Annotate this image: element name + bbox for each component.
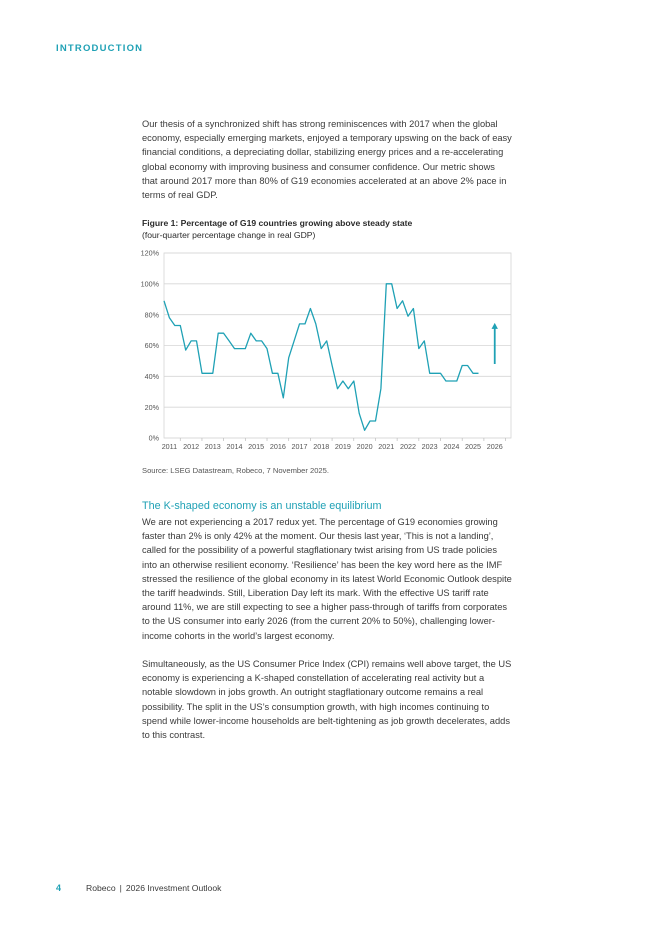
section-heading: The K-shaped economy is an unstable equilibrium: [142, 500, 382, 512]
footer-separator: |: [119, 883, 122, 893]
footer-doc-title: 2026 Investment Outlook: [125, 883, 222, 893]
y-tick-label: 60%: [144, 341, 159, 351]
page-number: 4: [56, 883, 62, 893]
x-tick-label: 2013: [204, 442, 221, 451]
y-tick-label: 100%: [140, 279, 159, 289]
x-tick-label: 2016: [269, 442, 286, 451]
x-tick-label: 2019: [334, 442, 351, 451]
figure-source: Source: LSEG Datastream, Robeco, 7 November 2025.: [142, 466, 329, 475]
x-tick-label: 2024: [443, 442, 460, 451]
y-tick-label: 80%: [144, 310, 159, 320]
y-tick-label: 40%: [144, 371, 159, 381]
x-tick-label: 2020: [356, 442, 373, 451]
section-label: INTRODUCTION: [56, 43, 144, 54]
arrow-head: [492, 323, 498, 329]
chart-series: [164, 284, 479, 431]
series-line: [164, 284, 479, 431]
x-tick-label: 2018: [313, 442, 330, 451]
y-tick-label: 120%: [140, 248, 159, 258]
footer-brand: Robeco: [86, 883, 116, 893]
footer-title: [86, 883, 221, 893]
x-tick-label: 2023: [421, 442, 438, 451]
y-tick-label: 0%: [148, 433, 159, 443]
x-tick-label: 2017: [291, 442, 308, 451]
section-paragraph-1: We are not experiencing a 2017 redux yet. The percentage of G19 economies growing faster than 2% is only 42% at the moment. Our thesis last year, ‘This is not a landing’, called for the possibility of a powerful stagflationary twist arising from US trade policies into an otherwise resilient economy. ‘Resilience’ has been the key word here as the IMF stressed the resilience of the global economy in its latest World Economic Outlook despite the tariff headwinds. Still, Liberation Day left its mark. With the effective US tariff rate around 11%, we are still expecting to see a higher pass-through of tariffs from corporates to the US consumer into early 2026 (from the current 20% to 50%), challenging lower-income cohorts in the world’s largest economy.: [142, 517, 512, 641]
y-axis-ticks: [141, 249, 160, 443]
line-chart: [130, 244, 520, 458]
x-tick-label: 2025: [465, 442, 482, 451]
x-tick-label: 2015: [248, 442, 265, 451]
x-axis-ticks: [162, 438, 506, 451]
figure-subtitle: (four-quarter percentage change in real GDP): [142, 230, 316, 240]
x-tick-label: 2011: [161, 442, 178, 451]
x-tick-label: 2014: [226, 442, 243, 451]
intro-paragraph: Our thesis of a synchronized shift has strong reminiscences with 2017 when the global economy, especially emerging markets, enjoyed a temporary upswing on the back of easy financial conditions, a depreciating dollar, stabilizing energy prices and a re-accelerating global economy with improving business and consumer confidence. Our metric shows that around 2017 more than 80% of G19 economies accelerated at an above 2% pace in terms of real GDP.: [142, 119, 512, 201]
figure-title: Figure 1: Percentage of G19 countries growing above steady state: [142, 218, 413, 228]
x-tick-label: 2022: [399, 442, 416, 451]
chart-annotations: [492, 323, 498, 364]
y-tick-label: 20%: [144, 402, 159, 412]
x-tick-label: 2021: [378, 442, 395, 451]
section-paragraph-2: Simultaneously, as the US Consumer Price Index (CPI) remains well above target, the US economy is experiencing a K-shaped constellation of accelerating real activity but a notable slowdown in jobs growth. An outright stagflationary outcome remains a real possibility. The split in the US’s consumption growth, with high incomes continuing to spend while lower-income households are belt-tightening as job growth decelerates, adds to this contrast.: [142, 659, 512, 741]
x-tick-label: 2026: [486, 442, 503, 451]
x-tick-label: 2012: [183, 442, 200, 451]
